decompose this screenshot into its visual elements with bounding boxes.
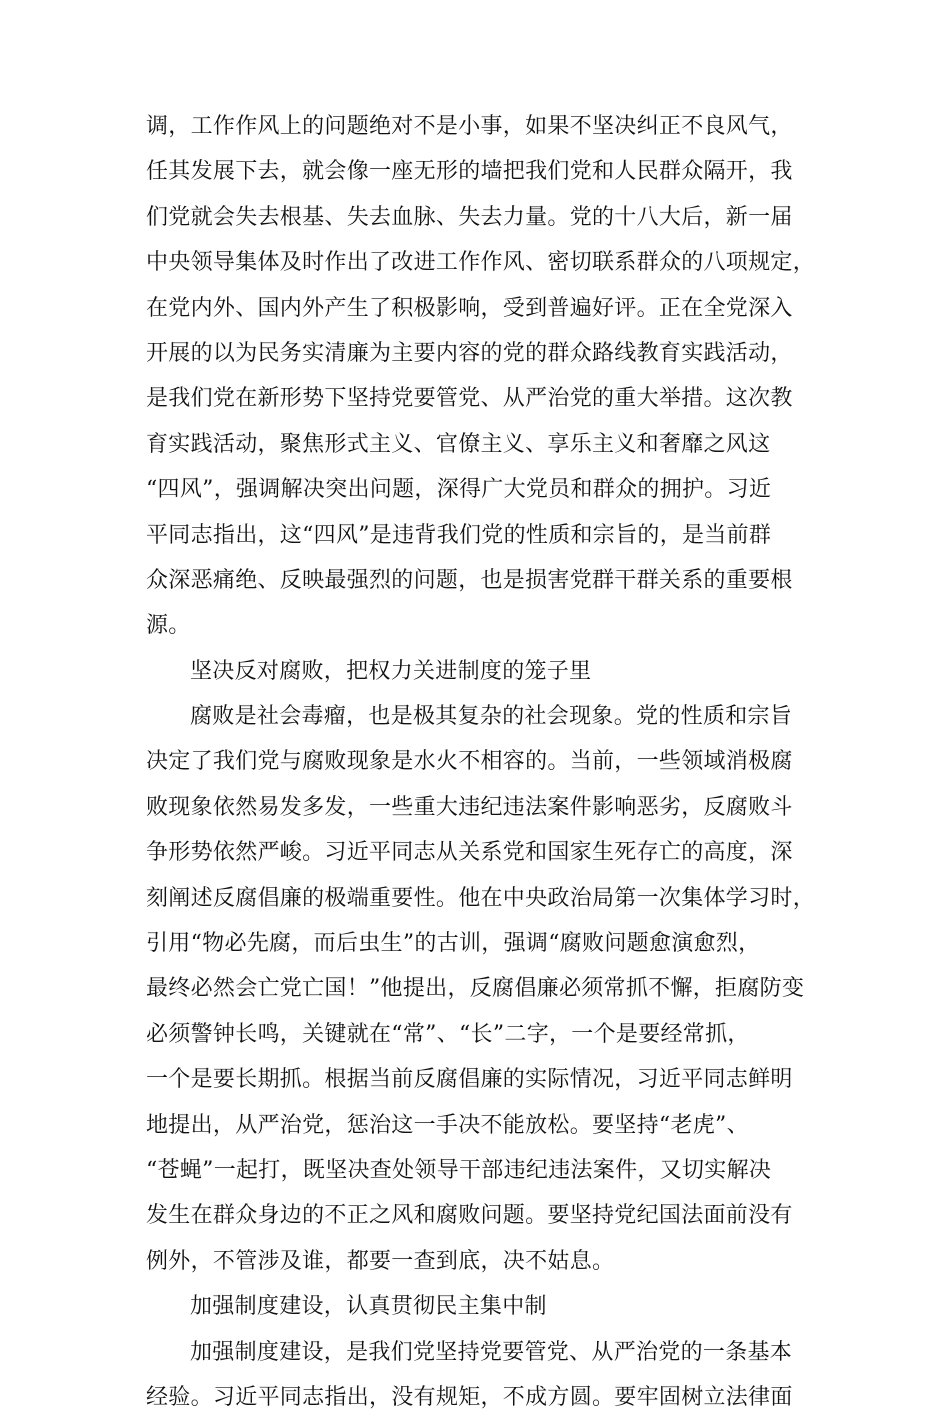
document-page [146, 104, 816, 1420]
paragraph-start-line: 加强制度建设，是我们党坚持党要管党、从严治党的一条基本 [190, 1339, 793, 1365]
text-line: 平同志指出，这“四风”是违背我们党的性质和宗旨的，是当前群 [146, 522, 772, 548]
text-line: 在党内外、国内外产生了积极影响，受到普遍好评。正在全党深入 [146, 295, 793, 321]
text-line: 发生在群众身边的不正之风和腐败问题。要坚持党纪国法面前没有 [146, 1203, 793, 1229]
text-line: “苍蝇”一起打，既坚决查处领导干部违纪违法案件，又切实解决 [146, 1157, 772, 1183]
text-line: 败现象依然易发多发，一些重大违纪违法案件影响恶劣，反腐败斗 [146, 794, 793, 820]
text-line: 众深恶痛绝、反映最强烈的问题，也是损害党群干群关系的重要根 [146, 567, 793, 593]
text-line: 刻阐述反腐倡廉的极端重要性。他在中央政治局第一次集体学习时， [146, 885, 816, 911]
text-line: 源。 [146, 613, 191, 639]
text-line: 调，工作作风上的问题绝对不是小事，如果不坚决纠正不良风气， [146, 114, 793, 139]
text-line: 引用“物必先腐，而后虫生”的古训，强调“腐败问题愈演愈烈， [146, 931, 761, 957]
text-line: 地提出，从严治党，惩治这一手决不能放松。要坚持“老虎”、 [146, 1112, 749, 1138]
text-line: 是我们党在新形势下坚持党要管党、从严治党的重大举措。这次教 [146, 386, 793, 412]
text-line: 例外，不管涉及谁，都要一查到底，决不姑息。 [146, 1248, 615, 1274]
paragraph-start-line: 坚决反对腐败，把权力关进制度的笼子里 [190, 658, 592, 684]
text-line: 经验。习近平同志指出，没有规矩，不成方圆。要牢固树立法律面 [146, 1384, 793, 1410]
paragraph-start-line: 腐败是社会毒瘤，也是极其复杂的社会现象。党的性质和宗旨 [190, 704, 793, 730]
text-line: 育实践活动，聚焦形式主义、官僚主义、享乐主义和奢靡之风这 [146, 431, 771, 457]
text-line: 任其发展下去，就会像一座无形的墙把我们党和人民群众隔开，我 [146, 159, 793, 185]
text-line: 一个是要长期抓。根据当前反腐倡廉的实际情况，习近平同志鲜明 [146, 1067, 793, 1093]
text-line: 开展的以为民务实清廉为主要内容的党的群众路线教育实践活动， [146, 340, 793, 366]
paragraph-start-line: 加强制度建设，认真贯彻民主集中制 [190, 1294, 547, 1320]
text-line: 最终必然会亡党亡国！”他提出，反腐倡廉必须常抓不懈，拒腐防变 [146, 976, 805, 1002]
text-line: 争形势依然严峻。习近平同志从关系党和国家生死存亡的高度，深 [146, 840, 793, 866]
text-line: 中央领导集体及时作出了改进工作作风、密切联系群众的八项规定， [146, 250, 816, 276]
text-line: “四风”，强调解决突出问题，深得广大党员和群众的拥护。习近 [146, 477, 772, 503]
text-line: 必须警钟长鸣，关键就在“常”、“长”二字，一个是要经常抓， [146, 1021, 750, 1047]
text-line: 们党就会失去根基、失去血脉、失去力量。党的十八大后，新一届 [146, 204, 793, 230]
text-line: 决定了我们党与腐败现象是水火不相容的。当前，一些领域消极腐 [146, 749, 793, 775]
